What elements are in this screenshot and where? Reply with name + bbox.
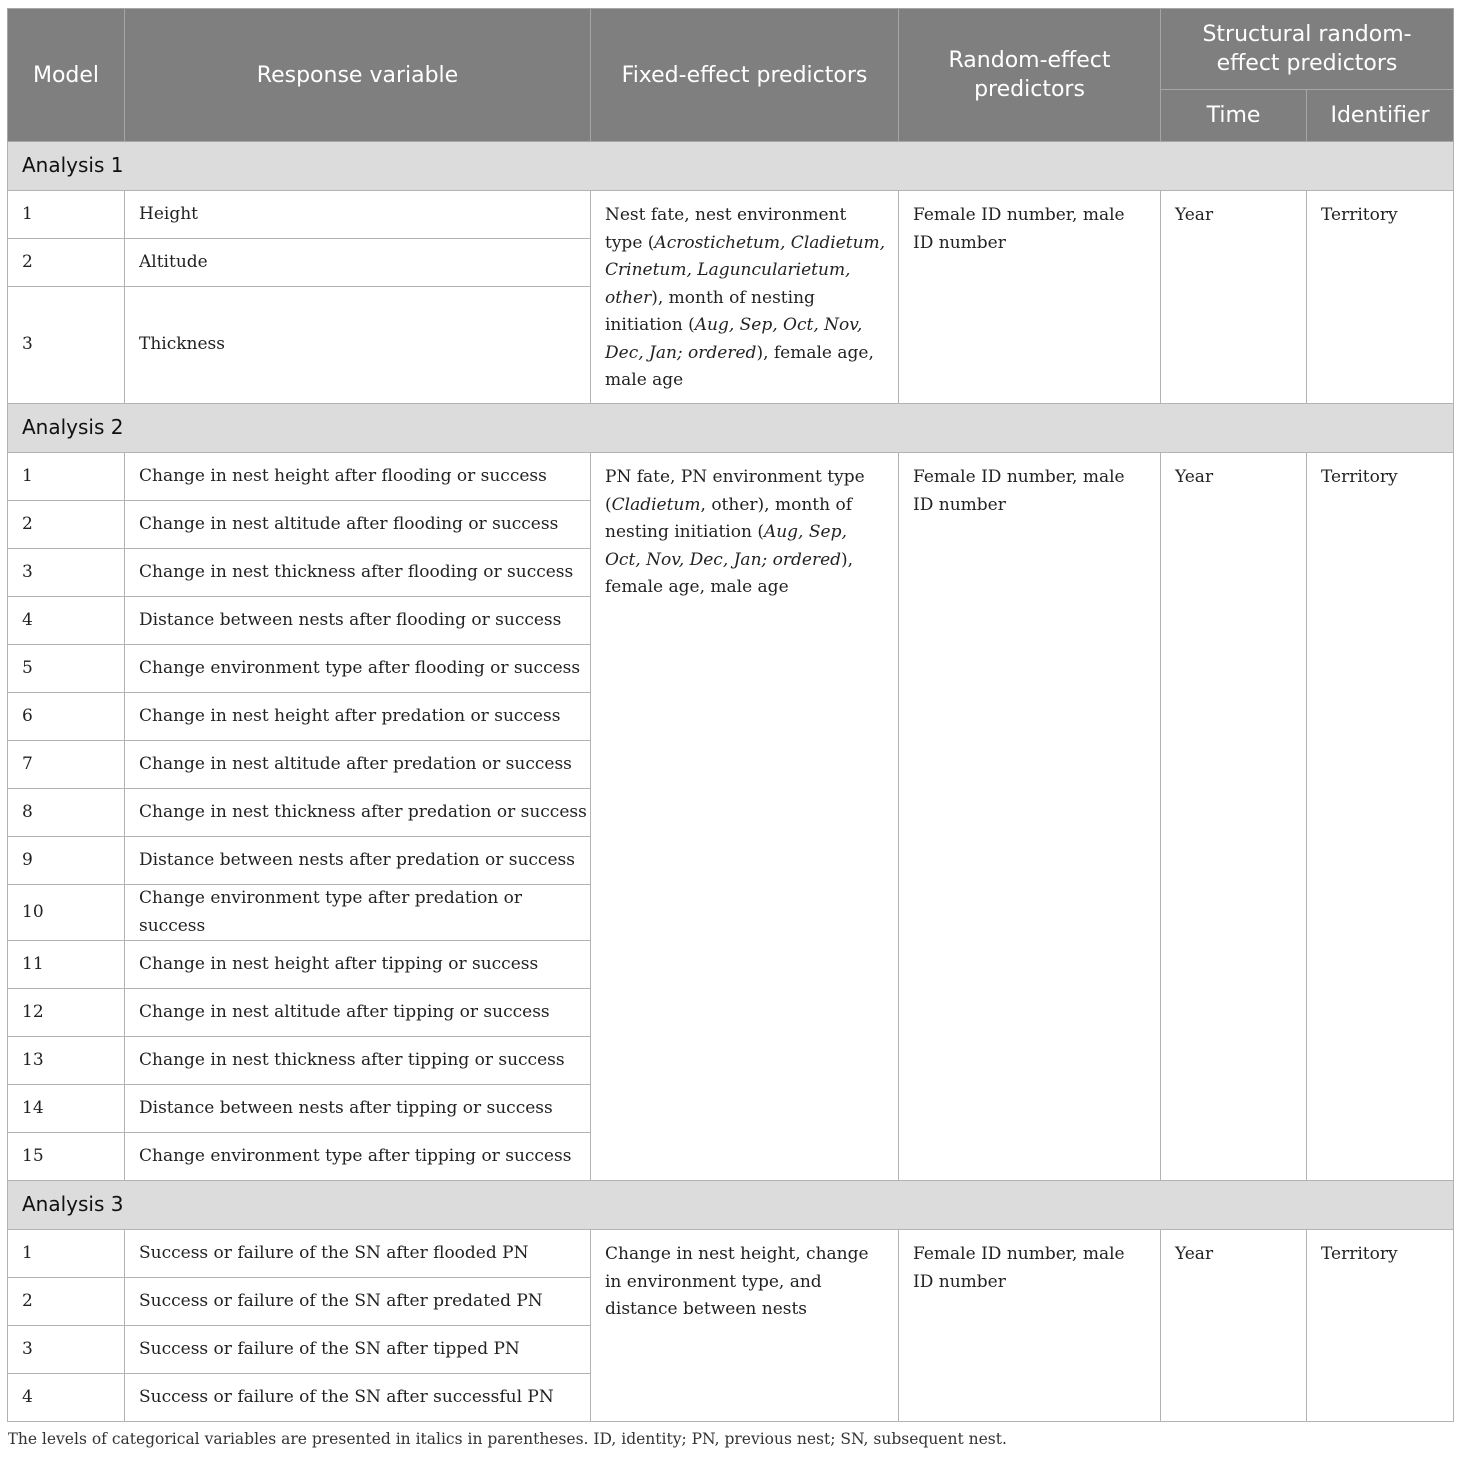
response-variable: Change environment type after tipping or success: [125, 1133, 591, 1181]
model-number: 2: [8, 501, 125, 549]
fixed-levels: Aug, Sep, Oct, Nov, Dec, Jan; ordered: [605, 315, 863, 363]
header-response-variable: Response variable: [125, 9, 591, 142]
response-variable: Distance between nests after flooding or success: [125, 597, 591, 645]
fixed-text: ), female age, male age: [605, 549, 854, 597]
response-variable: Thickness: [125, 287, 591, 404]
response-variable: Altitude: [125, 239, 591, 287]
fixed-text: , other), month of nesting initiation (: [605, 494, 852, 542]
model-number: 2: [8, 239, 125, 287]
random-effect-predictors: Female ID number, male ID number: [899, 453, 1161, 1181]
fixed-effect-predictors: [591, 191, 899, 404]
header-structural-random-effect: Structural random-effect predictors: [1161, 9, 1454, 90]
model-number: 3: [8, 287, 125, 404]
response-variable: Success or failure of the SN after predated PN: [125, 1278, 591, 1326]
response-variable: Change in nest altitude after flooding or success: [125, 501, 591, 549]
identifier-value: Territory: [1307, 191, 1454, 404]
response-variable: Change in nest thickness after tipping or success: [125, 1037, 591, 1085]
fixed-text: ), female age, male age: [605, 342, 874, 390]
fixed-text: Nest fate, nest environment type (: [605, 205, 847, 253]
model-number: 8: [8, 789, 125, 837]
model-number: 9: [8, 837, 125, 885]
model-number: 6: [8, 693, 125, 741]
response-variable: Change in nest thickness after predation or success: [125, 789, 591, 837]
random-effect-predictors: Female ID number, male ID number: [899, 191, 1161, 404]
header-model: Model: [8, 9, 125, 142]
header-random-effect: Random-effect predictors: [899, 9, 1161, 142]
model-number: 1: [8, 191, 125, 239]
fixed-levels: Cladietum: [611, 494, 701, 515]
model-number: 12: [8, 989, 125, 1037]
model-number: 15: [8, 1133, 125, 1181]
header-time: Time: [1161, 90, 1307, 142]
model-number: 5: [8, 645, 125, 693]
time-value: Year: [1161, 453, 1307, 1181]
time-value: Year: [1161, 1230, 1307, 1422]
model-number: 1: [8, 1230, 125, 1278]
response-variable: Change environment type after predation or success: [125, 885, 591, 941]
model-number: 1: [8, 453, 125, 501]
response-variable: Change in nest altitude after predation or success: [125, 741, 591, 789]
model-number: 14: [8, 1085, 125, 1133]
section-analysis-1: Analysis 1: [8, 142, 1454, 191]
response-variable: Distance between nests after predation or success: [125, 837, 591, 885]
model-number: 4: [8, 597, 125, 645]
identifier-value: Territory: [1307, 1230, 1454, 1422]
model-number: 11: [8, 941, 125, 989]
response-variable: Success or failure of the SN after flooded PN: [125, 1230, 591, 1278]
model-number: 10: [8, 885, 125, 941]
model-number: 3: [8, 549, 125, 597]
models-table: [7, 8, 1454, 1450]
fixed-effect-predictors: [591, 453, 899, 1181]
fixed-text: PN fate, PN environment type (: [605, 467, 865, 515]
random-effect-predictors: Female ID number, male ID number: [899, 1230, 1161, 1422]
response-variable: Change in nest altitude after tipping or success: [125, 989, 591, 1037]
model-number: 4: [8, 1374, 125, 1422]
response-variable: Success or failure of the SN after tipped PN: [125, 1326, 591, 1374]
response-variable: Height: [125, 191, 591, 239]
response-variable: Change in nest thickness after flooding or success: [125, 549, 591, 597]
header-fixed-effect: Fixed-effect predictors: [591, 9, 899, 142]
fixed-effect-predictors: Change in nest height, change in environment type, and distance between nests: [591, 1230, 899, 1422]
response-variable: Distance between nests after tipping or success: [125, 1085, 591, 1133]
response-variable: Change in nest height after flooding or success: [125, 453, 591, 501]
fixed-levels: Aug, Sep, Oct, Nov, Dec, Jan; ordered: [605, 522, 847, 570]
model-number: 7: [8, 741, 125, 789]
response-variable: Success or failure of the SN after successful PN: [125, 1374, 591, 1422]
section-analysis-3: Analysis 3: [8, 1181, 1454, 1230]
section-analysis-2: Analysis 2: [8, 404, 1454, 453]
model-number: 13: [8, 1037, 125, 1085]
header-identifier: Identifier: [1307, 90, 1454, 142]
fixed-text: ), month of nesting initiation (: [605, 287, 815, 335]
model-number: 3: [8, 1326, 125, 1374]
identifier-value: Territory: [1307, 453, 1454, 1181]
response-variable: Change environment type after flooding or success: [125, 645, 591, 693]
model-number: 2: [8, 1278, 125, 1326]
table-footnote: The levels of categorical variables are presented in italics in parentheses. ID, identity; PN, previous nest; SN, subsequent nest.: [7, 1430, 1007, 1448]
response-variable: Change in nest height after tipping or success: [125, 941, 591, 989]
time-value: Year: [1161, 191, 1307, 404]
response-variable: Change in nest height after predation or success: [125, 693, 591, 741]
fixed-levels: Acrostichetum, Cladietum, Crinetum, Laguncularietum, other: [605, 232, 886, 308]
